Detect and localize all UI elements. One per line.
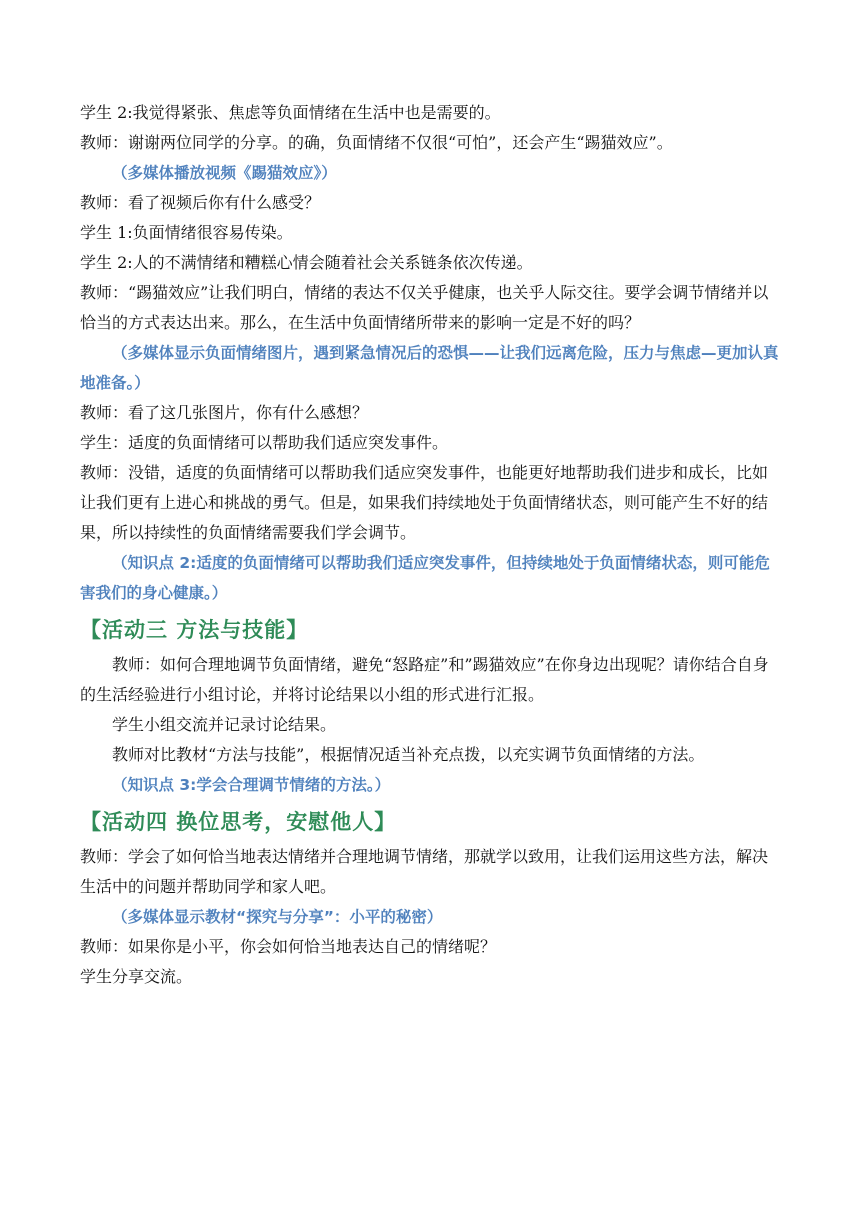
paragraph: 教师对比教材“方法与技能”，根据情况适当补充点拨，以充实调节负面情绪的方法。 [112, 745, 705, 764]
document-body [80, 98, 782, 992]
paragraph: 学生 2:我觉得紧张、焦虑等负面情绪在生活中也是需要的。 [80, 103, 501, 122]
paragraph: 教师：学会了如何恰当地表达情绪并合理地调节情绪，那就学以致用，让我们运用这些方法，解决生活中的问题并帮助同学和家人吧。 [80, 847, 769, 896]
paragraph: 教师：没错，适度的负面情绪可以帮助我们适应突发事件，也能更好地帮助我们进步和成长，比如让我们更有上进心和挑战的勇气。但是，如果我们持续地处于负面情绪状态，则可能产生不好的结果，所以持续性的负面情绪需要我们学会调节。 [80, 463, 769, 542]
paragraph: 学生分享交流。 [80, 967, 193, 986]
paragraph: 学生 1:负面情绪很容易传染。 [80, 223, 293, 242]
paragraph: 教师：“踢猫效应”让我们明白，情绪的表达不仅关乎健康，也关乎人际交往。要学会调节情绪并以恰当的方式表达出来。那么，在生活中负面情绪所带来的影响一定是不好的吗？ [80, 283, 769, 332]
paragraph: 教师：看了视频后你有什么感受？ [80, 193, 321, 212]
note-paragraph: （知识点 2:适度的负面情绪可以帮助我们适应突发事件，但持续地处于负面情绪状态，则可能危害我们的身心健康。） [80, 554, 770, 602]
paragraph: 教师：谢谢两位同学的分享。的确，负面情绪不仅很“可怕”，还会产生“踢猫效应”。 [80, 133, 673, 152]
note-paragraph: （多媒体显示负面情绪图片，遇到紧急情况后的恐惧——让我们远离危险，压力与焦虑—更加认真地准备。） [80, 344, 779, 392]
section-heading: 【活动四 换位思考，安慰他人】 [80, 810, 397, 834]
note-paragraph: （多媒体播放视频《踢猫效应》） [112, 164, 337, 182]
note-paragraph: （多媒体显示教材“探究与分享”：小平的秘密） [112, 908, 443, 926]
note-paragraph: （知识点 3:学会合理调节情绪的方法。） [112, 776, 391, 794]
section-heading: 【活动三 方法与技能】 [80, 618, 309, 642]
paragraph: 学生：适度的负面情绪可以帮助我们适应突发事件。 [80, 433, 449, 452]
paragraph: 教师：看了这几张图片，你有什么感想？ [80, 403, 369, 422]
paragraph: 学生 2:人的不满情绪和糟糕心情会随着社会关系链条依次传递。 [80, 253, 533, 272]
paragraph: 教师：如何合理地调节负面情绪，避免“怒路症”和”踢猫效应”在你身边出现呢？请你结合自身的生活经验进行小组讨论，并将讨论结果以小组的形式进行汇报。 [80, 655, 769, 704]
paragraph: 教师：如果你是小平，你会如何恰当地表达自己的情绪呢？ [80, 937, 497, 956]
paragraph: 学生小组交流并记录讨论结果。 [112, 715, 337, 734]
